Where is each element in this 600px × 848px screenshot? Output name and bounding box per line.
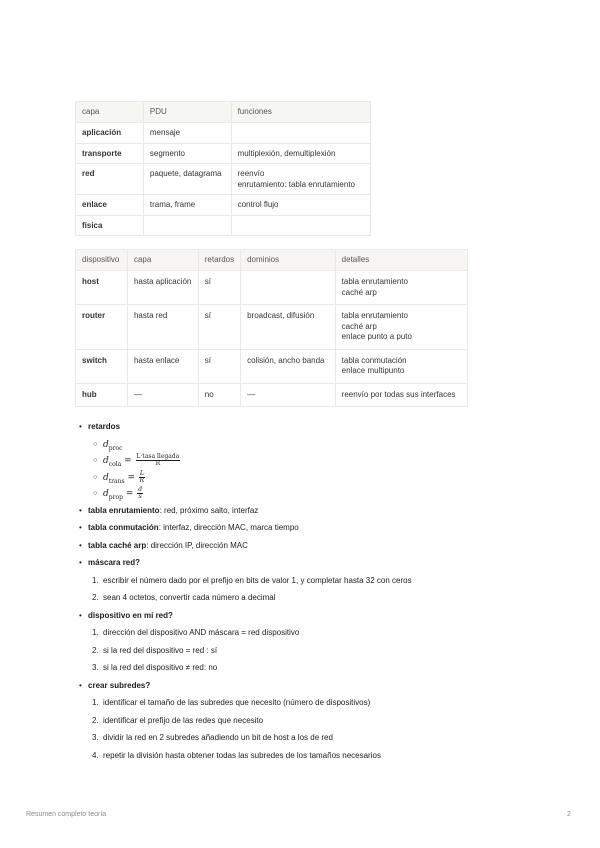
table-row (76, 143, 371, 164)
bullet-icon: • (79, 680, 82, 690)
bullet-icon: • (79, 505, 82, 515)
formula-dtrans: $d_{trans}$ = $\frac{L}{R}$ (103, 469, 145, 485)
bullet-icon: • (79, 422, 82, 431)
list-item (76, 539, 536, 557)
cell-line: caché arp (341, 321, 377, 331)
item-title: retardos (88, 422, 121, 431)
page-number: 2 (567, 811, 571, 818)
item-title: dispositivo en mi red? (88, 610, 173, 620)
formula-item (76, 471, 536, 488)
cell-funciones (231, 123, 370, 144)
item-text: dirección del dispositivo AND máscara = red dispositivo (103, 628, 300, 637)
cell-dominios: colisión, ancho banda (241, 349, 336, 383)
list-item (76, 609, 536, 627)
cell-detalles (335, 271, 467, 305)
bullet-icon: • (79, 610, 82, 620)
cell-funciones (231, 215, 370, 236)
cell-capa: — (127, 383, 198, 407)
header-cell: dispositivo (76, 250, 128, 271)
cell-capa: enlace (76, 195, 144, 216)
item-number: 1. (92, 628, 99, 637)
cell-pdu: paquete, datagrama (143, 164, 231, 195)
bullet-icon: • (79, 558, 82, 567)
item-title: tabla enrutamiento (88, 505, 160, 515)
cell-line: enrutamiento: tabla enrutamiento (237, 179, 355, 189)
cell-capa: hasta enlace (127, 349, 198, 383)
numbered-item (76, 661, 536, 679)
item-number: 2. (92, 593, 99, 602)
table-header-row (76, 250, 468, 271)
cell-line: reenvío (237, 169, 265, 178)
numbered-item (76, 696, 536, 714)
item-title: tabla conmutación (88, 523, 159, 532)
cell-capa: aplicación (76, 123, 144, 144)
cell-capa: hasta red (127, 305, 198, 350)
item-text: si la red del dispositivo ≠ red: no (103, 663, 218, 672)
circle-bullet-icon: ○ (93, 473, 98, 481)
numbered-item (76, 574, 536, 592)
cell-dispositivo: router (76, 305, 128, 350)
cell-detalles (335, 305, 467, 350)
cell-line: tabla enrutamiento (341, 311, 408, 320)
item-number: 1. (92, 698, 99, 707)
item-text: identificar el tamaño de las subredes que necesito (número de dispositivos) (103, 698, 371, 707)
circle-bullet-icon: ○ (93, 440, 98, 448)
formula-dprop: $d_{prop}$ = $\frac{d}{s}$ (103, 486, 143, 501)
circle-bullet-icon: ○ (93, 490, 98, 497)
item-text: dividir la red en 2 subredes añadiendo un bit de host a los de red (103, 733, 333, 742)
cell-dispositivo: host (76, 271, 128, 305)
item-number: 3. (92, 733, 99, 742)
devices-table (75, 249, 468, 407)
numbered-item (76, 591, 536, 609)
header-cell: PDU (143, 102, 231, 123)
item-number: 4. (92, 750, 99, 760)
cell-capa: transporte (76, 143, 144, 164)
list-item (76, 679, 536, 697)
circle-bullet-icon: ○ (93, 457, 98, 464)
list-item (76, 556, 536, 574)
header-cell: capa (127, 250, 198, 271)
cell-detalles (335, 349, 467, 383)
list-item (76, 420, 536, 438)
cell-pdu (143, 215, 231, 236)
item-text: : red, próximo salto, interfaz (159, 505, 259, 515)
numbered-item (76, 731, 536, 749)
cell-line: tabla conmutación (341, 355, 407, 365)
cell-dominios (241, 271, 336, 305)
cell-detalles: reenvío por todas sus interfaces (335, 383, 467, 407)
cell-retardos: sí (198, 349, 240, 383)
formula-dproc: $d_{proc}$ (103, 439, 123, 452)
item-text: identificar el prefijo de las redes que necesito (103, 715, 264, 725)
cell-retardos: sí (198, 271, 240, 305)
numbered-item (76, 749, 536, 767)
cell-dominios: — (241, 383, 336, 407)
cell-line: enlace multipunto (341, 366, 405, 375)
item-text: si la red del dispositivo = red : sí (103, 645, 218, 655)
cell-funciones: control flujo (231, 195, 370, 216)
table-row (76, 123, 371, 144)
table-header-row (76, 102, 371, 123)
cell-capa: hasta aplicación (127, 271, 198, 305)
list-item (76, 521, 536, 539)
table-row (76, 383, 468, 407)
item-text: : dirección IP, dirección MAC (146, 540, 248, 550)
item-text: : interfaz, dirección MAC, marca tiempo (158, 523, 299, 532)
cell-dominios: broadcast, difusión (241, 305, 336, 350)
cell-line: enlace punto a puto (341, 332, 412, 341)
notes-list (76, 420, 536, 766)
item-text: escribir el número dado por el prefijo en bits de valor 1, y completar hasta 32 con ceros (103, 575, 412, 585)
header-cell: funciones (231, 102, 370, 123)
formula-item (76, 454, 536, 471)
cell-funciones (231, 164, 370, 195)
cell-line: caché arp (341, 287, 377, 297)
header-cell: dominios (241, 250, 336, 271)
cell-capa: física (76, 215, 144, 236)
item-number: 2. (92, 645, 99, 655)
header-cell: retardos (198, 250, 240, 271)
bullet-icon: • (79, 523, 82, 532)
header-cell: detalles (335, 250, 467, 271)
table-row (76, 305, 468, 350)
item-number: 2. (92, 715, 99, 725)
bullet-icon: • (79, 540, 82, 550)
item-title: máscara red? (88, 558, 141, 567)
item-title: tabla caché arp (88, 540, 147, 550)
item-text: sean 4 octetos, convertir cada número a decimal (103, 593, 276, 602)
numbered-item (76, 714, 536, 732)
cell-retardos: sí (198, 305, 240, 350)
numbered-item (76, 644, 536, 662)
cell-dispositivo: hub (76, 383, 128, 407)
cell-dispositivo: switch (76, 349, 128, 383)
formula-item (76, 438, 536, 455)
formula-dcola: $d_{cola}$ = $\frac{\text{L·tasa llegada}}{R}$ (103, 453, 180, 468)
cell-pdu: segmento (143, 143, 231, 164)
cell-pdu: mensaje (143, 123, 231, 144)
table-row (76, 349, 468, 383)
layers-table (75, 101, 371, 236)
item-text: repetir la división hasta obtener todas las subredes de los tamaños necesarios (103, 750, 381, 760)
cell-pdu: trama, frame (143, 195, 231, 216)
footer-title: Resumen completo teoría (26, 811, 107, 818)
cell-retardos: no (198, 383, 240, 407)
cell-funciones: multiplexión, demultiplexión (231, 143, 370, 164)
item-title: crear subredes? (88, 680, 151, 690)
numbered-item (76, 626, 536, 644)
table-row (76, 215, 371, 236)
item-number: 3. (92, 663, 99, 672)
table-row (76, 164, 371, 195)
formula-item (76, 487, 536, 504)
list-item (76, 504, 536, 522)
header-cell: capa (76, 102, 144, 123)
table-row (76, 271, 468, 305)
table-row (76, 195, 371, 216)
cell-line: tabla enrutamiento (341, 277, 408, 286)
item-number: 1. (92, 575, 99, 585)
cell-capa: red (76, 164, 144, 195)
